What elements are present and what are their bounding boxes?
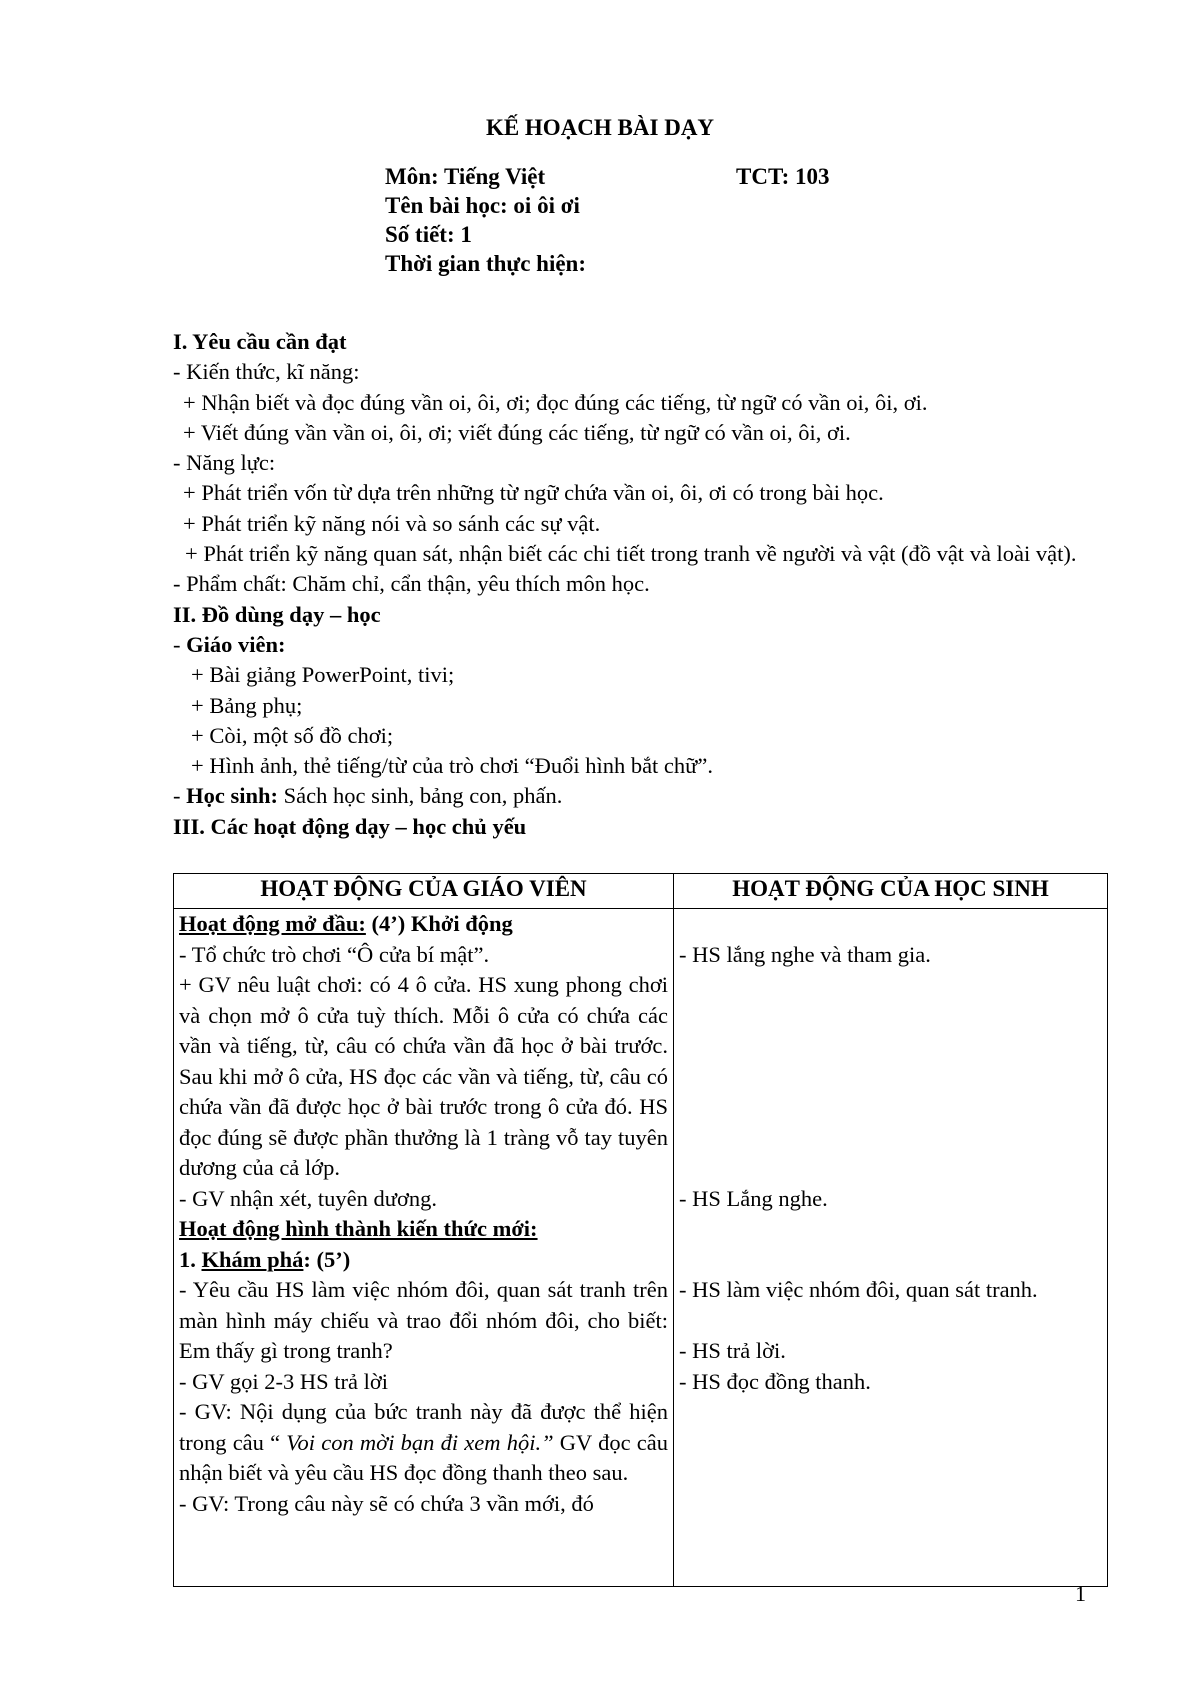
teacher-pair-work: - Yêu cầu HS làm việc nhóm đôi, quan sát tranh trên màn hình máy chiếu và trao đổi nhóm đôi, cho biết: Em thấy gì trong tranh? <box>179 1277 668 1363</box>
knowledge-item-2: + Viết đúng vần vần oi, ôi, ơi; viết đúng các tiếng, từ ngữ có vần oi, ôi, ơi. <box>183 419 851 445</box>
time-line: Thời gian thực hiện: <box>385 251 586 276</box>
teacher-content-a: - GV: Nội dụng của bức tranh này đã được thể hiện trong câu “ <box>179 1399 668 1455</box>
table-row <box>174 909 1108 1587</box>
period-count: Số tiết: 1 <box>385 222 472 247</box>
student-column-header: HOẠT ĐỘNG CỦA HỌC SINH <box>674 874 1108 909</box>
explore-duration: : (5’) <box>303 1246 351 1272</box>
subject-line: Môn: Tiếng Việt <box>385 164 546 189</box>
section-heading-activities: III. Các hoạt động dạy – học chủ yếu <box>173 813 527 839</box>
explore-heading-line <box>179 1245 668 1276</box>
teacher-material-2: + Bảng phụ; <box>191 692 303 718</box>
teacher-material-3: + Còi, một số đồ chơi; <box>191 722 394 748</box>
opening-heading: Hoạt động mở đầu: <box>179 911 366 936</box>
new-knowledge-heading: Hoạt động hình thành kiến thức mới: <box>179 1216 538 1241</box>
explore-label: Khám phá <box>201 1246 304 1272</box>
teacher-activities-cell <box>174 909 674 1587</box>
student-listen-join: - HS lắng nghe và tham gia. <box>679 941 931 967</box>
document-title: KẾ HOẠCH BÀI DẠY <box>485 115 715 140</box>
opening-heading-line <box>179 909 668 940</box>
teacher-label: Giáo viên: <box>186 631 286 657</box>
student-answer: - HS trả lời. <box>679 1338 786 1363</box>
teacher-organize: - Tổ chức trò chơi “Ô cửa bí mật”. <box>179 941 490 967</box>
student-activities-cell <box>674 909 1108 1587</box>
student-materials: Sách học sinh, bảng con, phấn. <box>278 783 563 809</box>
teacher-materials-label: - Giáo viên: <box>173 631 286 657</box>
student-pair-work: - HS làm việc nhóm đôi, quan sát tranh. <box>679 1277 1038 1302</box>
student-materials-line: - Học sinh: Sách học sinh, bảng con, phấn. <box>173 783 563 809</box>
ability-label: - Năng lực: <box>173 450 276 476</box>
student-chorus: - HS đọc đồng thanh. <box>679 1368 871 1394</box>
knowledge-label: - Kiến thức, kĩ năng: <box>173 359 360 385</box>
opening-duration: (4’) Khởi động <box>365 911 513 936</box>
lesson-name: Tên bài học: oi ôi ơi <box>385 193 580 218</box>
section-heading-requirements: I. Yêu cầu cần đạt <box>173 329 347 354</box>
teacher-material-1: + Bài giảng PowerPoint, tivi; <box>191 662 455 688</box>
teacher-content-b: GV đọc câu nhận biết và yêu cầu HS đọc đồng thanh theo sau. <box>179 1429 669 1485</box>
teacher-call: - GV gọi 2-3 HS trả lời <box>179 1368 388 1394</box>
teacher-column-header: HOẠT ĐỘNG CỦA GIÁO VIÊN <box>174 874 674 909</box>
ability-item-2: + Phát triển kỹ năng nói và so sánh các sự vật. <box>183 510 601 536</box>
requirements-section <box>173 327 1098 842</box>
period-code: TCT: 103 <box>736 164 830 189</box>
section-heading-materials: II. Đồ dùng dạy – học <box>173 601 381 627</box>
teacher-comment: - GV nhận xét, tuyên dương. <box>179 1185 438 1211</box>
page-number: 1 <box>1075 1581 1086 1606</box>
ability-item-1: + Phát triển vốn từ dựa trên những từ ngữ chứa vần oi, ôi, ơi có trong bài học. <box>183 480 884 506</box>
student-label: Học sinh: <box>186 783 279 809</box>
table-header-row <box>174 874 1108 909</box>
activities-table <box>173 873 1108 1587</box>
teacher-material-4: + Hình ảnh, thẻ tiếng/từ của trò chơi “Đuổi hình bắt chữ”. <box>191 753 713 779</box>
quality-line: - Phẩm chất: Chăm chỉ, cẩn thận, yêu thích môn học. <box>173 571 650 597</box>
explore-number: 1. <box>179 1246 202 1272</box>
example-sentence: Voi con mời bạn đi xem hội.” <box>280 1429 554 1455</box>
knowledge-item-1: + Nhận biết và đọc đúng vần oi, ôi, ơi; đọc đúng các tiếng, từ ngữ có vần oi, ôi, ơi. <box>183 389 928 415</box>
teacher-last-line: - GV: Trong câu này sẽ có chứa 3 vần mới, đó <box>179 1490 594 1516</box>
teacher-rules: + GV nêu luật chơi: có 4 ô cửa. HS xung phong chơi và chọn mở ô cửa tuỳ thích. Mỗi ô cửa có chứa các vần và tiếng, từ, câu có chứa vần đã học ở bài trước. Sau khi mở ô cửa, HS đọc các vần và tiếng, từ, câu có chứa vần đã được học ở bài trước trong ô cửa đó. HS đọc đúng sẽ được phần thưởng là 1 tràng vỗ tay tuyên dương của cả lớp. <box>179 972 668 1180</box>
teacher-content <box>179 1397 668 1489</box>
student-listen: - HS Lắng nghe. <box>679 1185 828 1211</box>
ability-item-3: + Phát triển kỹ năng quan sát, nhận biết các chi tiết trong tranh về người và vật (đồ vật và loài vật). <box>185 541 1077 567</box>
